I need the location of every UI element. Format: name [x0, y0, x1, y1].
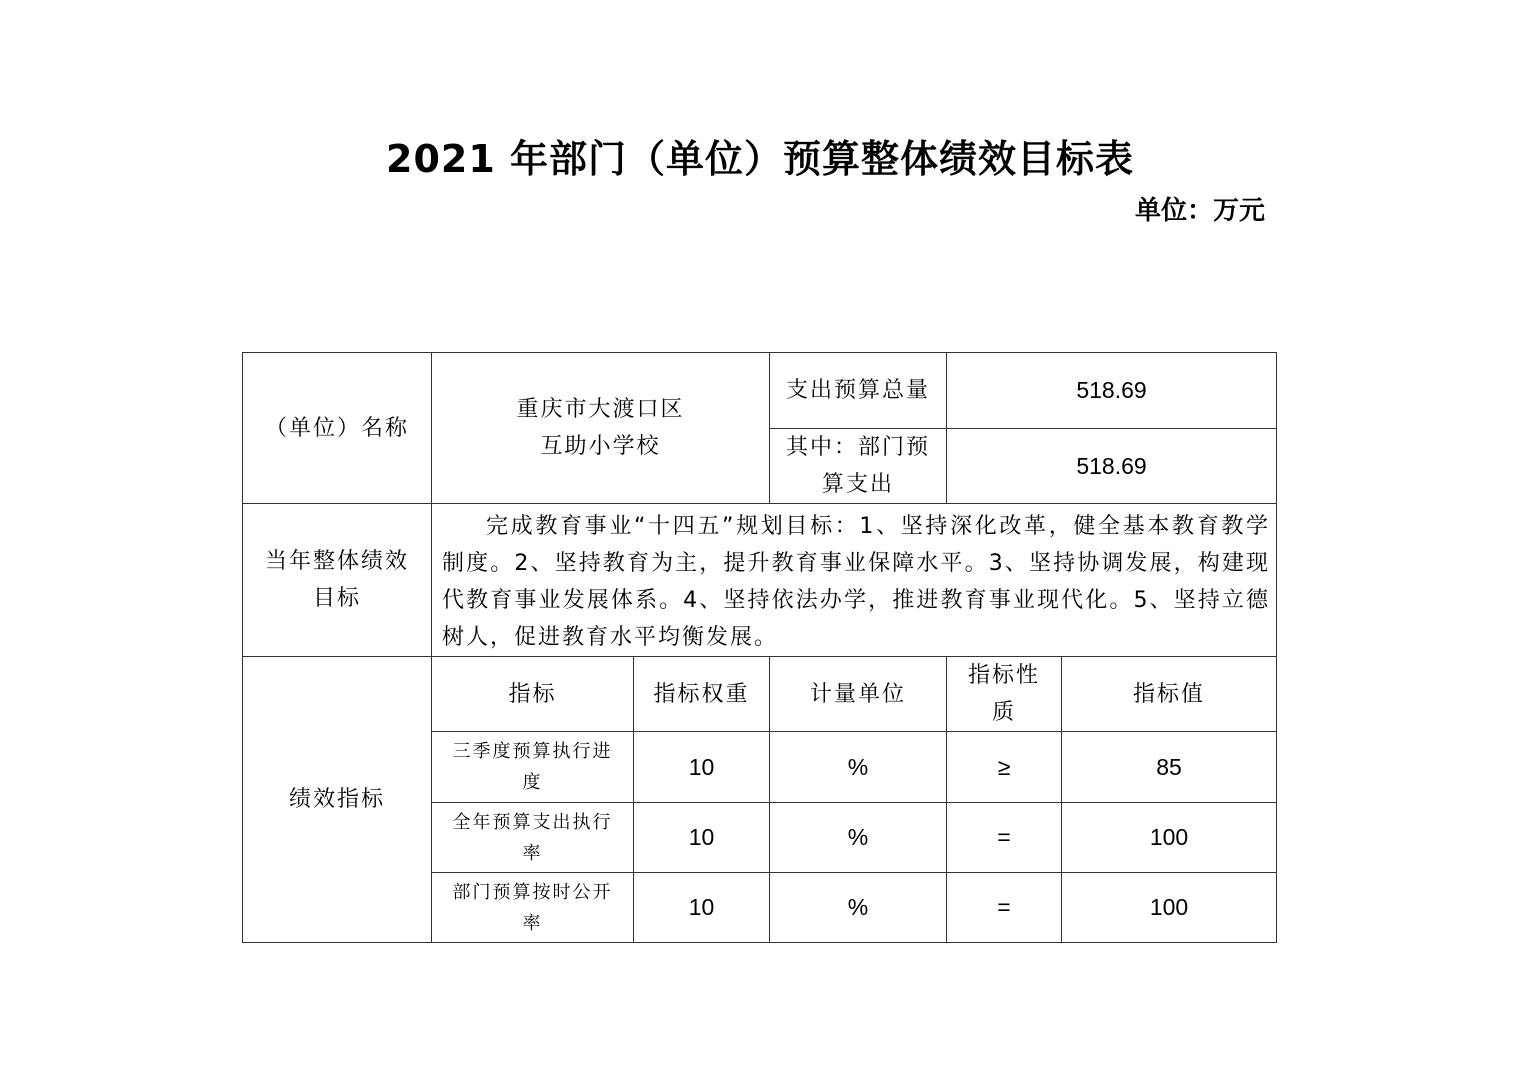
- header-unit: 计量单位: [770, 657, 947, 732]
- unit-name-value: 重庆市大渡口区 互助小学校: [432, 353, 770, 504]
- header-weight: 指标权重: [634, 657, 770, 732]
- indicator-nature: =: [947, 873, 1062, 943]
- indicator-value: 85: [1062, 732, 1277, 803]
- table-row: [243, 504, 1277, 657]
- indicator-value: 100: [1062, 873, 1277, 943]
- dept-budget-value: 518.69: [947, 429, 1277, 504]
- document-title: 2021 年部门（单位）预算整体绩效目标表: [386, 137, 1134, 181]
- performance-target-table: [242, 352, 1277, 943]
- header-value: 指标值: [1062, 657, 1277, 732]
- table-row: [243, 657, 1277, 732]
- indicator-weight: 10: [634, 732, 770, 803]
- header-nature: 指标性质: [947, 657, 1062, 732]
- indicator-nature: ≥: [947, 732, 1062, 803]
- indicator-unit: %: [770, 732, 947, 803]
- indicator-unit: %: [770, 803, 947, 873]
- unit-name-label: （单位）名称: [243, 353, 432, 504]
- indicator-nature: =: [947, 803, 1062, 873]
- indicator-weight: 10: [634, 873, 770, 943]
- header-indicator: 指标: [432, 657, 634, 732]
- annual-goal-text: 完成教育事业“十四五”规划目标：1、坚持深化改革，健全基本教育教学制度。2、坚持教育为主，提升教育事业保障水平。3、坚持协调发展，构建现代教育事业发展体系。4、坚持依法办学，推进教育事业现代化。5、坚持立德树人，促进教育水平均衡发展。: [442, 514, 1271, 650]
- table-row: [243, 353, 1277, 429]
- indicator-value: 100: [1062, 803, 1277, 873]
- unit-label: 单位：万元: [1134, 196, 1265, 226]
- indicator-weight: 10: [634, 803, 770, 873]
- indicator-unit: %: [770, 873, 947, 943]
- indicator-name: 全年预算支出执行率: [432, 803, 634, 873]
- annual-goal-cell: [432, 504, 1277, 657]
- total-budget-label: 支出预算总量: [770, 353, 947, 429]
- indicator-section-label: 绩效指标: [243, 657, 432, 943]
- annual-goal-label: 当年整体绩效目标: [243, 504, 432, 657]
- indicator-name: 三季度预算执行进度: [432, 732, 634, 803]
- indicator-name: 部门预算按时公开率: [432, 873, 634, 943]
- total-budget-value: 518.69: [947, 353, 1277, 429]
- dept-budget-label: 其中：部门预算支出: [770, 429, 947, 504]
